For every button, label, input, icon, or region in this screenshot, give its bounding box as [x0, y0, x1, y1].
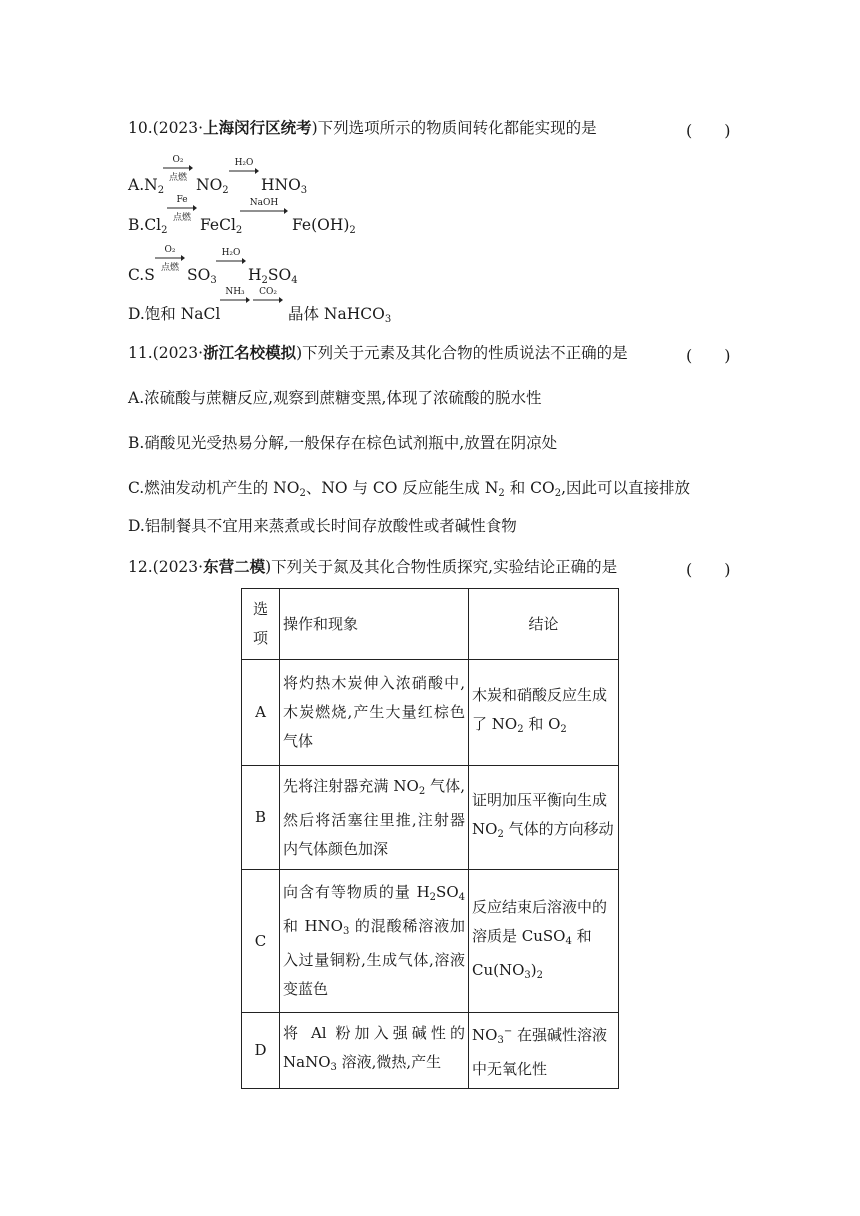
q10-a-arrow2: H₂O — [229, 160, 259, 182]
row-option: A — [242, 660, 280, 766]
q10-source: 上海闵行区统考 — [203, 119, 312, 137]
row-operation: 将灼热木炭伸入浓硝酸中,木炭燃烧,产生大量红棕色气体 — [280, 660, 469, 766]
q12-stem: 12.(2023·东营二模)下列关于氮及其化合物性质探究,实验结论正确的是 — [128, 558, 618, 576]
table-row — [242, 1013, 619, 1089]
row-conclusion: 证明加压平衡向生成 $NO_2$ 气体的方向移动 — [469, 766, 619, 870]
arrow-icon — [167, 205, 197, 211]
q12-answer-paren: ( ) — [686, 560, 731, 579]
arrow-icon — [216, 258, 246, 264]
row-option: D — [242, 1013, 280, 1089]
arrow-icon — [220, 297, 250, 303]
q11-option-d: D.铝制餐具不宜用来蒸煮或长时间存放酸性或者碱性食物 — [128, 517, 517, 535]
q11-source: 浙江名校模拟 — [203, 344, 297, 362]
table-header-row — [242, 589, 619, 660]
row-operation: 先将注射器充满 $NO_2$ 气体,然后将活塞往里推,注射器内气体颜色加深 — [280, 766, 469, 870]
arrow-icon — [240, 208, 288, 214]
q10-option-a: $A.N_2$ — [128, 176, 165, 196]
header-option: 选 项 — [242, 589, 280, 660]
header-conclusion: 结论 — [469, 589, 619, 660]
table-row — [242, 660, 619, 766]
q10-c-arrow1: O₂ 点燃 — [155, 247, 185, 269]
row-conclusion: 反应结束后溶液中的溶质是 CuSO$_4$ 和 $Cu(NO_3)_2$ — [469, 870, 619, 1013]
row-option: B — [242, 766, 280, 870]
q11-option-c: C.燃油发动机产生的 $NO_2$、NO 与 CO 反应能生成 $N_2$ 和 $CO_2$,因此可以直接排放 — [128, 479, 691, 499]
row-conclusion: $NO_3^-$ 在强碱性溶液中无氧化性 — [469, 1013, 619, 1089]
q10-b-arrow1: Fe 点燃 — [167, 197, 197, 219]
q10-stem: 10.(2023·上海闵行区统考)下列选项所示的物质间转化都能实现的是 — [128, 119, 597, 137]
q12-source: 东营二模 — [203, 558, 266, 576]
row-option: C — [242, 870, 280, 1013]
row-operation: 向含有等物质的量 $H_2SO_4$ 和 $HNO_3$ 的混酸稀溶液加入过量铜粉,生成气体,溶液变蓝色 — [280, 870, 469, 1013]
q11-option-b: B.硝酸见光受热易分解,一般保存在棕色试剂瓶中,放置在阴凉处 — [128, 434, 558, 452]
arrow-icon — [253, 297, 283, 303]
q10-a-arrow1: O₂ 点燃 — [163, 157, 193, 179]
arrow-icon — [163, 165, 193, 171]
q12-table — [241, 588, 619, 1089]
q11-stem: 11.(2023·浙江名校模拟)下列关于元素及其化合物的性质说法不正确的是 — [128, 344, 628, 362]
q10-d-arrow2: CO₂ — [253, 289, 283, 311]
row-operation: 将 Al 粉加入强碱性的 NaNO$_3$ 溶液,微热,产生 — [280, 1013, 469, 1089]
header-operation: 操作和现象 — [280, 589, 469, 660]
q10-b-arrow2: NaOH — [240, 200, 288, 222]
q11-option-a: A.浓硫酸与蔗糖反应,观察到蔗糖变黑,体现了浓硫酸的脱水性 — [128, 389, 542, 407]
q10-answer-paren: ( ) — [686, 121, 731, 140]
q10-d-arrow1: NH₃ — [220, 289, 250, 311]
q10-option-c: C.S — [128, 266, 155, 284]
table-row — [242, 870, 619, 1013]
q10-option-d: D.饱和 NaCl — [128, 305, 221, 323]
row-conclusion: 木炭和硝酸反应生成了 $NO_2$ 和 $O_2$ — [469, 660, 619, 766]
q10-c-arrow2: H₂O — [216, 250, 246, 272]
q11-answer-paren: ( ) — [686, 346, 731, 365]
arrow-icon — [229, 168, 259, 174]
table-row — [242, 766, 619, 870]
q10-option-b: $B.Cl_2$ — [128, 216, 168, 236]
arrow-icon — [155, 255, 185, 261]
